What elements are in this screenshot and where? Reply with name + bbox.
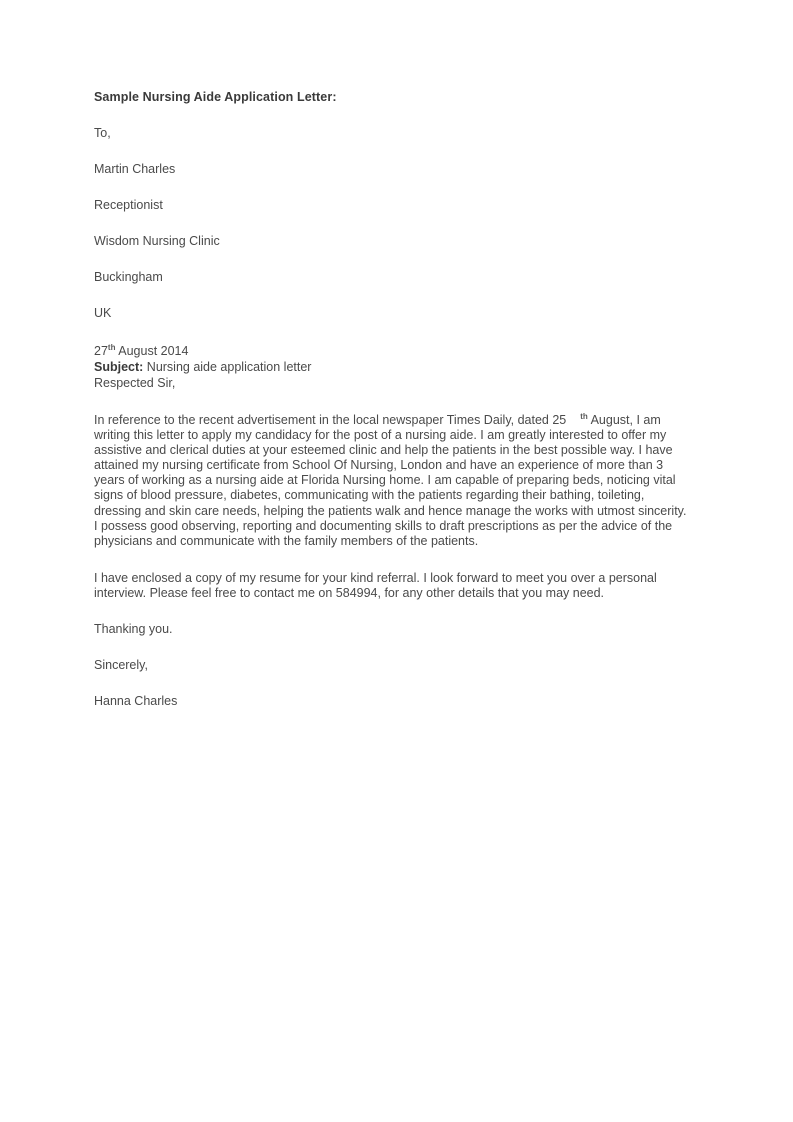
recipient-name: Martin Charles	[94, 162, 176, 176]
page-title: Sample Nursing Aide Application Letter:	[94, 90, 337, 104]
recipient-designation: Receptionist	[94, 198, 163, 212]
date-ordinal-suffix: th	[107, 342, 116, 352]
greeting-line: Respected Sir,	[94, 376, 176, 390]
body-paragraph-1-part1: In reference to the recent advertisement in the local newspaper Times Daily, dated 25	[94, 413, 567, 427]
letter-meta-block	[94, 343, 686, 391]
body-paragraph-2: I have enclosed a copy of my resume for your kind referral. I look forward to meet you over a personal interview. Please feel free to contact me on 584994, for any other details that you may need.	[94, 570, 657, 600]
recipient-organization: Wisdom Nursing Clinic	[94, 234, 220, 248]
closing-thanks: Thanking you.	[94, 622, 173, 637]
subject-line	[94, 359, 686, 375]
letter-body	[94, 90, 686, 708]
body-paragraph-1	[94, 413, 688, 549]
subject-text: Nursing aide application letter	[143, 360, 312, 374]
body-paragraph-1-part2: August, I am writing this letter to apply my candidacy for the post of a nursing aide. I am greatly interested to offer my assistive and clerical duties at your esteemed clinic and help the patients in the best possible way. I have attained my nursing certificate from School Of Nursing, London and have an experience of more than 3 years of working as a nursing aide at Florida Nursing home. I am capable of preparing beds, noticing vital signs of blood pressure, diabetes, communicating with the patients regarding their bathing, toileting, dressing and skin care needs, helping the patients walk and hence manage the works with utmost sincerity. I possess good observing, reporting and documenting skills to draft prescriptions as per the advice of the physicians and communicate with the family members of the patients.	[94, 413, 687, 548]
sender-name: Hanna Charles	[94, 694, 178, 709]
date-rest: August 2014	[115, 344, 189, 358]
body-ordinal-suffix: th	[580, 411, 588, 421]
closing-signoff: Sincerely,	[94, 658, 148, 673]
recipient-city: Buckingham	[94, 270, 163, 284]
subject-label: Subject:	[94, 360, 144, 374]
recipient-country: UK	[94, 306, 112, 320]
date-day: 27	[94, 344, 108, 358]
salutation-to: To,	[94, 126, 111, 140]
letter-date	[94, 343, 686, 359]
